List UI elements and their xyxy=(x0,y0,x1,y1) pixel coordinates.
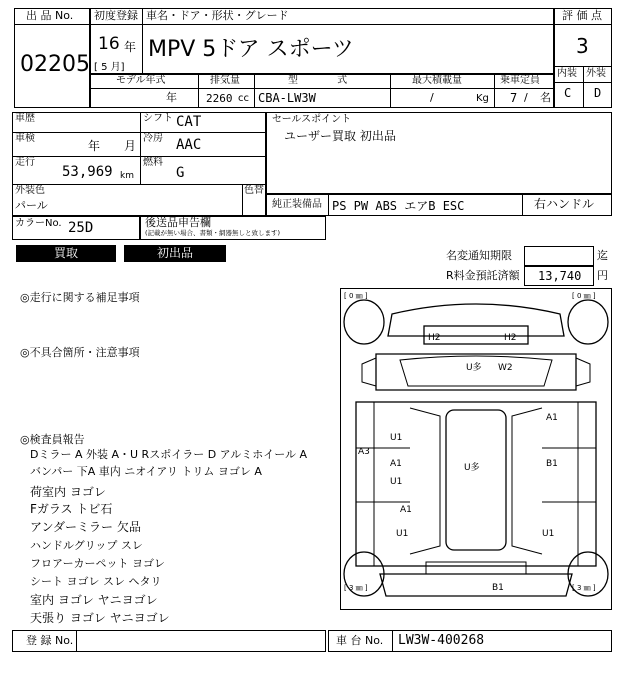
tire-front-right-depth: [ 0 ㎜ ] xyxy=(572,292,596,300)
mark-a1-right: A1 xyxy=(546,413,558,423)
chassis-value: LW3W-400268 xyxy=(398,633,485,648)
model-year-header: モデル年式 xyxy=(116,75,166,86)
steering-value: 右ハンドル xyxy=(534,197,595,211)
equipment-label: 純正装備品 xyxy=(272,199,322,210)
inspection-year: 年 xyxy=(88,139,101,153)
ac-label: 冷房 xyxy=(143,133,163,144)
mark-w2: W2 xyxy=(498,363,513,373)
mark-u1-left-mid: U1 xyxy=(390,477,403,487)
history-label: 車歴 xyxy=(15,113,35,124)
capacity-value: 7 xyxy=(510,91,518,105)
exterior-color-value: パール xyxy=(15,199,48,212)
exterior-grade: D xyxy=(594,86,602,100)
grade-label: 評 価 点 xyxy=(562,9,602,22)
model-code-header: 型 式 xyxy=(288,75,366,86)
interior-grade: C xyxy=(564,86,572,100)
car-name-label: 車名・ドア・形状・グレード xyxy=(146,9,289,22)
capacity-slash: / xyxy=(524,91,528,104)
car-name-value: MPV 5ドア スポーツ xyxy=(148,37,354,62)
inspector-line: バンパー 下A 車内 ニオイアリ トリム ヨゴレ A xyxy=(30,465,262,478)
model-year-unit: 年 xyxy=(166,91,177,104)
first-reg-month: [ 5 月] xyxy=(94,62,125,73)
inspector-line: 天張り ヨゴレ ヤニヨゴレ xyxy=(30,611,170,625)
fuel-label: 燃料 xyxy=(143,157,163,168)
tire-front-left-depth: [ 0 ㎜ ] xyxy=(344,292,368,300)
inspector-report-title: ◎検査員報告 xyxy=(20,433,85,446)
lot-number: 02205 xyxy=(20,52,90,77)
tire-rear-right-depth: [ 3 ㎜ ] xyxy=(572,584,596,592)
mark-b1-right: B1 xyxy=(546,459,558,469)
buy-badge: 買取 xyxy=(16,245,116,262)
inspector-line: シート ヨゴレ スレ ヘタリ xyxy=(30,575,162,588)
mileage-label: 走行 xyxy=(15,157,35,168)
lot-label: 出 品 No. xyxy=(26,9,74,22)
chassis-label: 車 台 No. xyxy=(336,634,384,647)
name-change-box xyxy=(524,246,594,266)
max-load-header: 最大積載量 xyxy=(412,75,462,86)
fuel-value: G xyxy=(176,165,185,181)
repaint-label: 色替 xyxy=(244,185,264,196)
sales-point-value: ユーザー買取 初出品 xyxy=(284,129,396,143)
mark-a1-lower: A1 xyxy=(400,505,412,515)
shift-label: シフト xyxy=(143,113,173,124)
mark-h2-left: H2 xyxy=(428,333,441,343)
mark-u1-lower-left: U1 xyxy=(396,529,409,539)
mark-u1-lower-right: U1 xyxy=(542,529,555,539)
max-load-slash: / xyxy=(430,91,434,104)
inspector-line: Dミラー A 外装 A・U Rスポイラー D アルミホイール A xyxy=(30,448,308,461)
driving-notes-title: ◎走行に関する補足事項 xyxy=(20,291,140,304)
max-load-unit: Kg xyxy=(476,93,489,104)
displacement-header: 排気量 xyxy=(210,75,240,86)
recycle-value: 13,740 xyxy=(538,269,582,283)
model-code-value: CBA-LW3W xyxy=(258,91,316,105)
color-no-value: 25D xyxy=(68,220,94,236)
tire-rear-left-depth: [ 3 ㎜ ] xyxy=(344,584,368,592)
inspector-line: 荷室内 ヨゴレ xyxy=(30,485,106,499)
mark-u-ta-front: U多 xyxy=(466,363,482,373)
first-reg-label: 初度登録 xyxy=(94,9,138,22)
sales-point-label: セールスポイント xyxy=(272,114,352,125)
first-reg-year-unit: 年 xyxy=(124,40,137,54)
exterior-label: 外装 xyxy=(586,68,606,79)
name-change-suffix: 迄 xyxy=(597,249,608,262)
first-listing-badge: 初出品 xyxy=(124,245,226,262)
mark-h2-right: H2 xyxy=(504,333,517,343)
capacity-header: 乗車定員 xyxy=(500,75,540,86)
registration-label: 登 録 No. xyxy=(26,634,74,647)
shift-value: CAT xyxy=(176,114,202,130)
details-left xyxy=(12,112,266,216)
mark-b1-rear: B1 xyxy=(492,583,504,593)
ac-value: AAC xyxy=(176,137,202,153)
inspection-month: 月 xyxy=(124,139,137,153)
inspector-line: フロアーカーペット ヨゴレ xyxy=(30,557,165,570)
color-no-label: カラーNo. xyxy=(15,218,62,229)
inspector-line: ハンドルグリップ スレ xyxy=(30,539,143,552)
inspection-label: 車検 xyxy=(15,133,35,144)
name-change-label: 名変通知期限 xyxy=(446,249,512,262)
equipment-value: PS PW ABS エアB ESC xyxy=(332,199,465,213)
defect-notes-title: ◎不具合箇所・注意事項 xyxy=(20,346,140,359)
mark-u1-left-top: U1 xyxy=(390,433,403,443)
mark-u-ta-roof: U多 xyxy=(464,463,480,473)
inspector-line: Fガラス トビ石 xyxy=(30,502,113,516)
interior-label: 内装 xyxy=(557,68,577,79)
capacity-unit: 名 xyxy=(540,91,551,104)
documents-label: 後送品申告欄 xyxy=(145,216,211,229)
grade-score: 3 xyxy=(576,34,589,58)
recycle-label: R料金預託済額 xyxy=(446,269,520,282)
documents-note: (記載が無い場合、書類・網器無しと致します) xyxy=(145,229,281,237)
displacement-value: 2260 xyxy=(206,92,233,105)
exterior-color-label: 外装色 xyxy=(15,185,45,196)
displacement-unit: cc xyxy=(238,93,249,104)
mileage-value: 53,969 xyxy=(62,164,113,180)
car-damage-diagram xyxy=(340,288,612,610)
mileage-unit: km xyxy=(120,171,134,181)
inspector-line: 室内 ヨゴレ ヤニヨゴレ xyxy=(30,593,158,607)
inspector-line: アンダーミラー 欠品 xyxy=(30,520,141,534)
recycle-unit: 円 xyxy=(597,269,608,282)
mark-a1-left: A1 xyxy=(390,459,402,469)
mark-a3: A3 xyxy=(358,447,370,457)
first-reg-year: 16 xyxy=(98,34,120,54)
